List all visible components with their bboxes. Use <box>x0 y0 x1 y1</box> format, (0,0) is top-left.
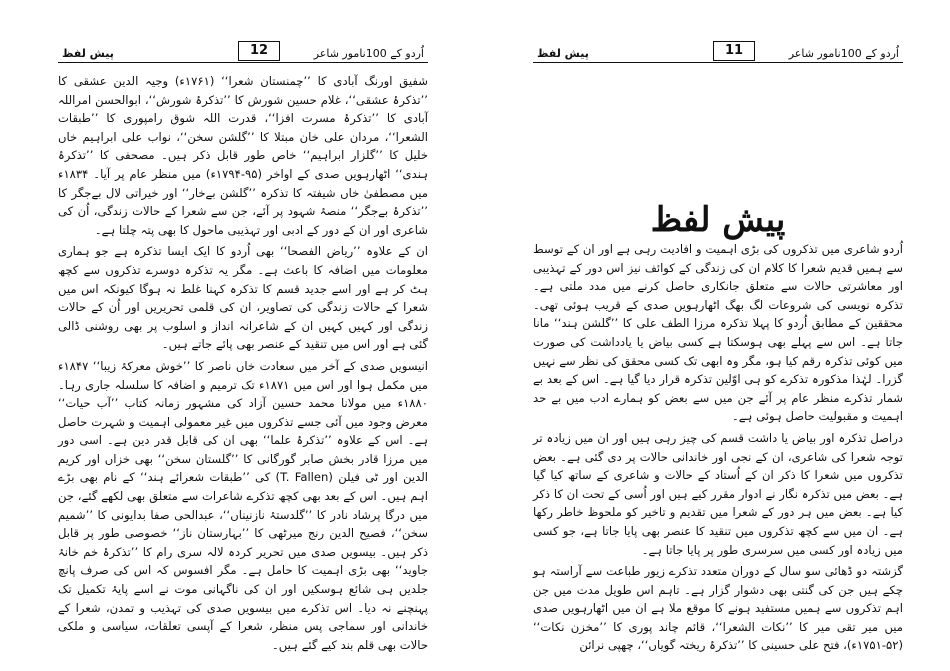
header-rule <box>533 62 903 63</box>
left-page-body <box>58 72 428 657</box>
paragraph: دراصل تذکرہ اور بیاض یا داشت قسم کی چیز رہی ہیں اور ان میں زیادہ تر توجہ شعرا کی شاعری، ان کے نجی اور خاندانی حالات پر دی گئی ہے۔ بعض تذکروں میں شعرا کا ذکر ان کے اُستاد کے حالات و شاعری کے ساتھ کیا گیا ہے۔ بعض میں تذکرہ نگار نے ادوار مقرر کیے ہیں اور اُسی کے تحت ان کا ذکر کیا ہے۔ بعض میں ہر دور کے شعرا میں تقدیم و تاخیر کو ملحوظ خاطر رکھا ہے۔ ان میں سے کچھ تذکروں میں تنقید کا عنصر بھی پایا جاتا ہے، جو کسی میں زیادہ اور کسی میں سرسری طور پر پایا جاتا ہے۔ <box>533 430 903 557</box>
chapter-title: پیش لفظ <box>650 200 786 240</box>
section-title: پیش لفظ <box>537 47 589 60</box>
section-title: پیش لفظ <box>62 47 114 60</box>
paragraph: اُردو شاعری میں تذکروں کی بڑی اہمیت و افادیت رہی ہے اور ان کے توسط سے ہمیں قدیم شعرا کا کلام ان کی زندگی کے کوائف نیز اس دور کے تہذیبی اور معاشرتی حالات سے متعلق جانکاری حاصل کرنے میں مدد ملتی ہے۔ تذکرہ نویسی کی شروعات لگ بھگ اٹھارہویں صدی کے قریب ہوئی تھی۔ محققین کے مطابق اُردو کا پہلا تذکرہ مرزا الطف علی کا ’’گلشن ہند‘‘ مانا جاتا ہے۔ اس سے پہلے بھی ہوسکتا ہے کسی بیاض یا یادداشت کی صورت میں کوئی تذکرہ رقم کیا ہو، مگر وہ ابھی تک کسی محقق کی نظر سے نہیں گزرا۔ لہٰذا مذکورہ تذکرے کو ہی اوّلین تذکرہ قرار دیا گیا ہے۔ اس کے بعد بے شمار تذکرے منظر عام پر آئے جن میں سے بعض کو ہمارے ادب میں بے حد اہمیت و مقبولیت حاصل ہوئی ہے۔ <box>533 242 903 424</box>
page-number: 11 <box>713 41 755 61</box>
paragraph: شفیق اورنگ آبادی کا ’’چمنستان شعرا‘‘ (۱۷۶۱ء) وجیہ الدین عشقی کا ’’تذکرۂ عشقی‘‘، غلام حسین شورش کا ’’تذکرۂ شورش‘‘، ابوالحسن امراللہ آبادی کا ’’تذکرۂ مسرت افزا‘‘، قدرت اللہ شوق رامپوری کا ’’طبقات الشعرا‘‘، مردان علی خان مبتلا کا ’’گلشن سخن‘‘، نواب علی ابراہیم خاں خلیل کا ’’گلزار ابراہیم‘‘ خاص طور قابل ذکر ہیں۔ مصحفی کا ’’تذکرۂ ہندی‘‘ اٹھارہویں صدی کے اواخر (۹۵-۱۷۹۴ء) میں منظر عام پر آیا۔ ۱۸۳۴ء میں مصطفیٰ خاں شیفتہ کا تذکرہ ’’گلشن بےخار‘‘ اور خیراتی لال بےجگر کا ’’تذکرۂ بےجگر‘‘ منصۂ شہود پر آئے، جن سے شعرا کے حالات زندگی، اُن کی شاعری اور ان کے دور کے ادبی اور تہذیبی ماحول کا بھی پتہ چلتا ہے۔ <box>58 74 429 237</box>
right-page <box>475 0 950 671</box>
right-page-body <box>533 240 903 658</box>
left-page-header <box>58 40 428 66</box>
paragraph: گزشتہ دو ڈھائی سو سال کے دوران متعدد تذکرے زیور طباعت سے آراستہ ہو چکے ہیں جن کی گنتی بھی دشوار گزار ہے۔ تاہم اس طویل مدت میں جن اہم تذکروں سے ہمیں مستفید ہونے کا موقع ملا ہے ان میں اٹھارہویں صدی میں میر تقی میر کا ’’نکات الشعرا‘‘، قائم چاند پوری کا ’’مخزن نکات‘‘ (۵۲-۱۷۵۱ء)، فتح علی حسینی کا ’’تذکرۂ ریختہ گویاں‘‘، چھپی نرائن <box>533 564 903 653</box>
book-title: اُردو کے 100نامور شاعر <box>313 47 424 60</box>
paragraph: ان کے علاوہ ’’ریاض الفصحا‘‘ بھی اُردو کا ایک ایسا تذکرہ ہے جو ہماری معلومات میں اضافہ کا باعث ہے۔ مگر یہ تذکرہ دوسرے تذکروں سے کچھ ہٹ کر ہے اور اسے جدید قسم کا تذکرہ کہنا غلط نہ ہوگا کیونکہ اس میں شعرا کے حالات زندگی کی تصاویر، ان کی قلمی تحریریں اور اُن کے حالات زندگی اور کہیں کہیں ان کے شاعرانہ انداز و اسلوب پر بھی روشنی ڈالی گئی ہے اور اس میں تنقید کے عنصر بھی پائے جاتے ہیں۔ <box>58 244 428 352</box>
right-page-header <box>533 40 903 66</box>
book-title: اُردو کے 100نامور شاعر <box>788 47 899 60</box>
page-number: 12 <box>238 41 280 61</box>
header-rule <box>58 62 428 63</box>
paragraph: انیسویں صدی کے آخر میں سعادت خاں ناصر کا ’’خوش معرکۂ زیبا‘‘ ۱۸۴۷ء میں مکمل ہوا اور اس میں ۱۸۷۱ء تک ترمیم و اضافہ کا سلسلہ جاری رہا۔ ۱۸۸۰ء میں مولانا محمد حسین آزاد کی مشہور زمانہ کتاب ’’آب حیات‘‘ معرض وجود میں آئی جسے تذکروں میں غیر معمولی اہمیت و شہرت حاصل ہے۔ اس کے علاوہ ’’تذکرۂ علما‘‘ بھی ان کی قابل قدر دین ہے۔ اسی دور میں مرزا قادر بخش صابر گورگانی کا ’’گلستان سخن‘‘ بھی خزاں اور کریم الدین اور ٹی فیلن (T. Fallen) کی ’’طبقات شعرائے ہند‘‘ کے نام بھی بڑے اہم ہیں۔ اس کے بعد بھی کچھ تذکرے شاعرات سے متعلق بھی لکھے گئے، جن میں درگا پرشاد نادر کا ’’گلدستۂ نازنیناں‘‘، عبدالحی صفا بدایونی کا ’’شمیم سخن‘‘، فصیح الدین رنج میرٹھی کا ’’بہارستان ناز‘‘ خصوصی طور پر قابل ذکر ہیں۔ بیسویں صدی میں تحریر کردہ لالہ سری رام کا ’’تذکرۂ خم خانۂ جاوید‘‘ بھی بڑی اہمیت کا حامل ہے۔ مگر افسوس کہ اس کی صرف پانچ جلدیں ہی شائع ہوسکیں اور ان کی ناگہانی موت نے اسے پایۂ تکمیل تک پہنچنے نہ دیا۔ اس تذکرے میں بیسویں صدی کی تہذیب و تمدن، شعرا کے خاندانی اور سماجی پس منظر، شعرا کے آپسی تعلقات، سیاسی و ملکی حالات بھی قلم بند کیے گئے ہیں۔ <box>58 358 428 652</box>
